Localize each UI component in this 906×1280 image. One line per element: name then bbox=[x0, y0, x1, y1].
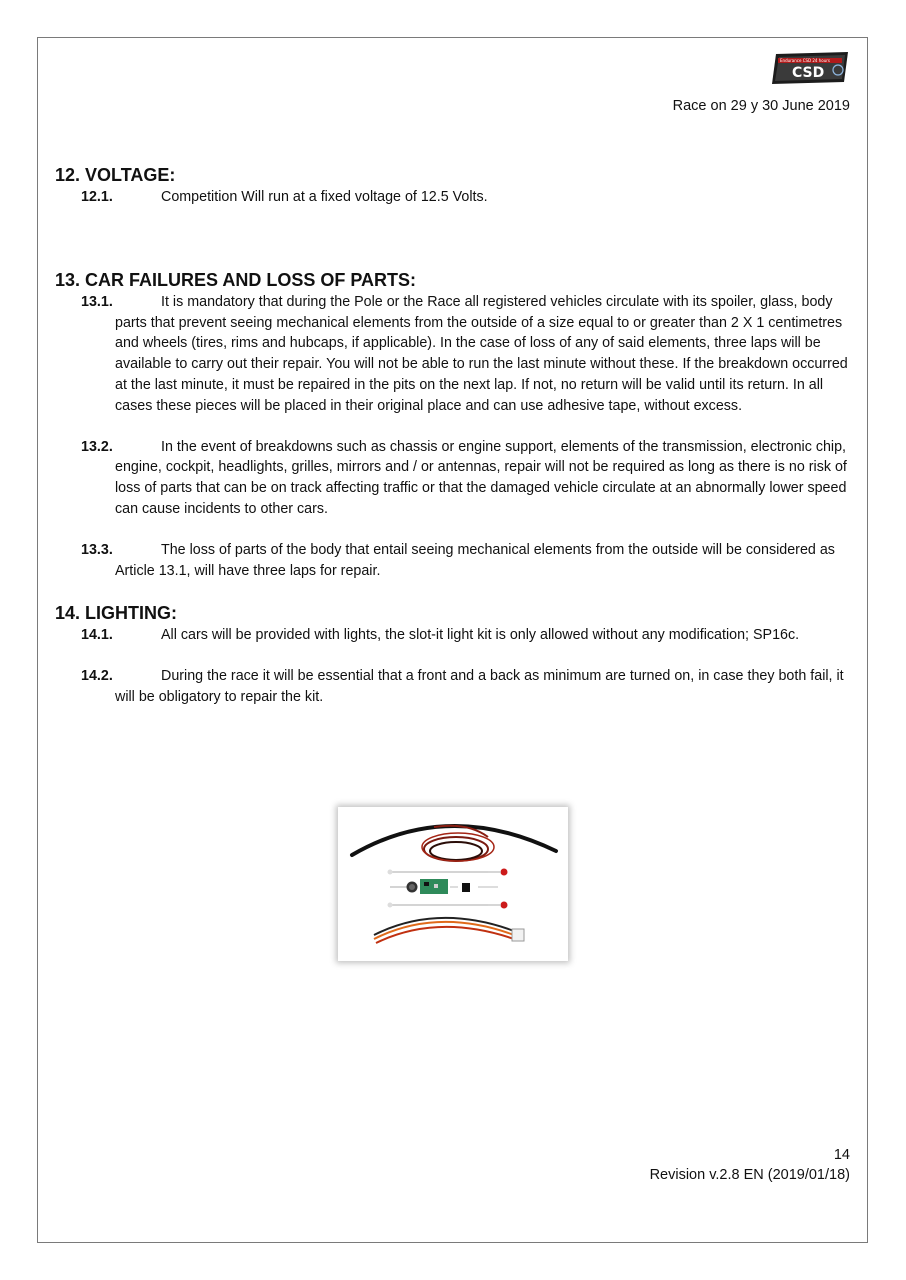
clause-number: 14.1. bbox=[81, 627, 113, 644]
clause-number: 14.2. bbox=[81, 668, 113, 685]
clause-12-1 bbox=[55, 187, 850, 208]
clause-13-3 bbox=[55, 540, 850, 582]
logo-text: CSD bbox=[792, 65, 825, 81]
page-number: 14 bbox=[833, 1147, 850, 1163]
clause-number: 13.1. bbox=[81, 293, 113, 310]
clause-13-2 bbox=[55, 437, 850, 520]
clause-text: Competition Will run at a fixed voltage of 12.5 Volts. bbox=[161, 189, 488, 205]
light-kit-photo bbox=[338, 807, 568, 961]
logo-subtext: Endurance CSD 24 hours bbox=[780, 58, 830, 63]
section-title-car-failures: 13. CAR FAILURES AND LOSS OF PARTS: bbox=[55, 269, 417, 290]
clause-14-1 bbox=[55, 625, 850, 646]
light-kit-illustration bbox=[338, 807, 568, 961]
clause-text: It is mandatory that during the Pole or the Race all registered vehicles circulate with its spoiler, glass, body parts that prevent seeing mechanical elements from the outside of a size equal to or greater than 2 X 1 centimetres and wheels (tires, rims and hubcaps, if applicable). In the case of loss of any of said elements, three laps will be available to carry out their repair. You will not be able to run the last minute without these. If the breakdown occurred at the last minute, it must be repaired in the pits on the next lap. If not, no return will be valid until its return. In all cases these pieces will be placed in their original place and can use adhesive tape, without excess. bbox=[115, 293, 848, 414]
clause-number: 12.1. bbox=[81, 189, 113, 205]
race-date: Race on 29 y 30 June 2019 bbox=[672, 98, 850, 114]
clause-text: All cars will be provided with lights, the slot-it light kit is only allowed without any modification; SP16c. bbox=[161, 627, 800, 644]
clause-text: During the race it will be essential that a front and a back as minimum are turned on, in case they both fail, it will be obligatory to repair the kit. bbox=[115, 668, 844, 705]
clause-number: 13.2. bbox=[81, 438, 113, 455]
clause-text: The loss of parts of the body that entail seeing mechanical elements from the outside will be considered as Article 13.1, will have three laps for repair. bbox=[115, 541, 835, 579]
section-title-voltage: 12. VOLTAGE: bbox=[55, 165, 176, 185]
clause-text: In the event of breakdowns such as chassis or engine support, elements of the transmission, electronic chip, engine, cockpit, headlights, grilles, mirrors and / or antennas, repair will not be required as long as there is no risk of loss of parts that can be on track affecting traffic or that the damaged vehicle circulate at an abnormally lower speed can cause incidents to other cars. bbox=[115, 438, 847, 517]
document-body bbox=[55, 163, 850, 708]
clause-13-1 bbox=[55, 292, 850, 417]
revision-label: Revision v.2.8 EN (2019/01/18) bbox=[649, 1167, 850, 1183]
section-title-lighting: 14. LIGHTING: bbox=[55, 603, 178, 624]
clause-14-2 bbox=[55, 666, 850, 708]
clause-number: 13.3. bbox=[81, 541, 113, 558]
csd-logo bbox=[770, 50, 850, 86]
